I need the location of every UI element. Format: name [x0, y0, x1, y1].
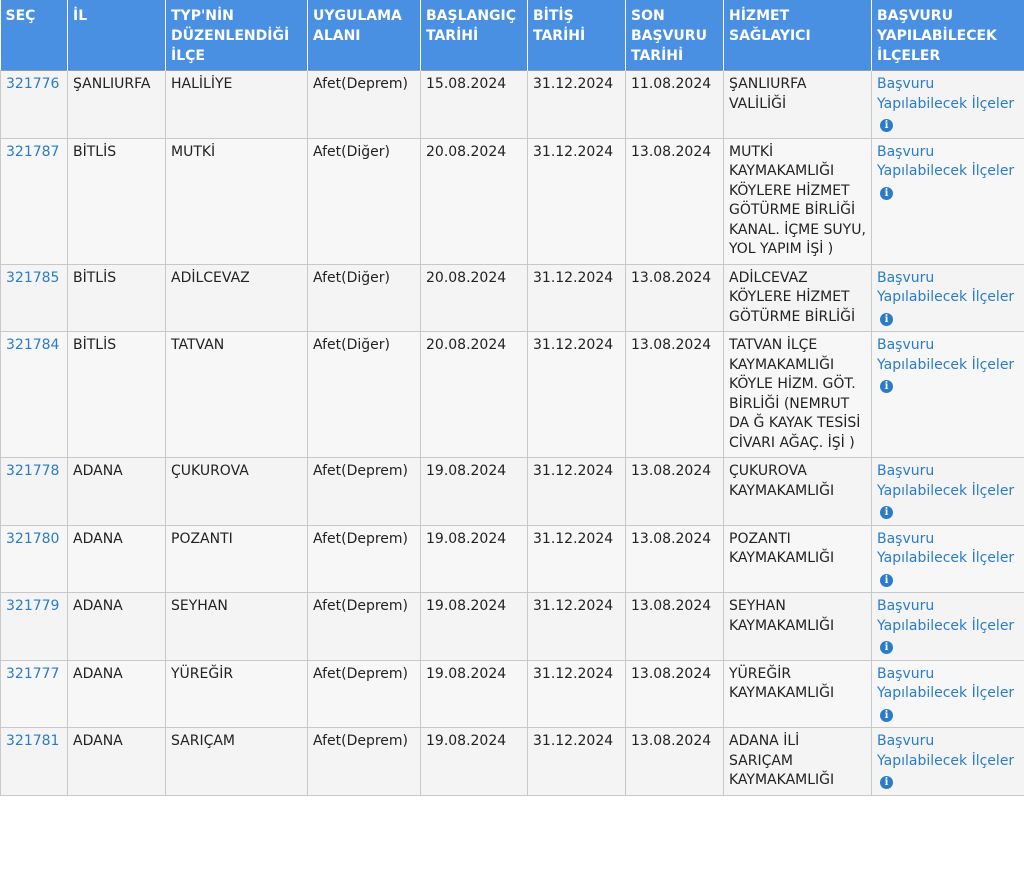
info-circle-icon[interactable]: i [880, 313, 893, 326]
cell-bitis-tarihi: 31.12.2024 [528, 660, 626, 728]
info-circle-icon[interactable]: i [880, 187, 893, 200]
cell-baslangic-tarihi: 19.08.2024 [421, 458, 528, 526]
cell-bitis-tarihi: 31.12.2024 [528, 138, 626, 264]
cell-son-basvuru-tarihi: 13.08.2024 [626, 264, 724, 332]
cell-uygulama-alani: Afet(Deprem) [308, 458, 421, 526]
cell-sec [1, 138, 68, 264]
cell-baslangic-tarihi: 20.08.2024 [421, 138, 528, 264]
cell-hizmet-saglayici: YÜREĞİR KAYMAKAMLIĞI [724, 660, 872, 728]
cell-son-basvuru-tarihi: 13.08.2024 [626, 593, 724, 661]
cell-bitis-tarihi: 31.12.2024 [528, 593, 626, 661]
cell-ilce: HALİLİYE [166, 71, 308, 139]
table-row [1, 593, 1024, 661]
info-circle-icon[interactable]: i [880, 641, 893, 654]
header-hizmet-saglayici: HİZMET SAĞLAYICI [724, 0, 872, 71]
table-row [1, 71, 1024, 139]
cell-bitis-tarihi: 31.12.2024 [528, 264, 626, 332]
cell-basvuru-ilceler [872, 332, 1024, 458]
cell-basvuru-ilceler [872, 138, 1024, 264]
info-circle-icon[interactable]: i [880, 709, 893, 722]
select-program-link[interactable]: 321785 [6, 269, 60, 286]
basvuru-ilceler-label: Başvuru Yapılabilecek İlçeler [877, 76, 1015, 112]
cell-ilce: TATVAN [166, 332, 308, 458]
table-body [1, 71, 1024, 796]
cell-baslangic-tarihi: 20.08.2024 [421, 264, 528, 332]
cell-hizmet-saglayici: POZANTI KAYMAKAMLIĞI [724, 525, 872, 593]
cell-sec [1, 332, 68, 458]
cell-baslangic-tarihi: 19.08.2024 [421, 728, 528, 796]
basvuru-ilceler-label: Başvuru Yapılabilecek İlçeler [877, 530, 1015, 566]
select-program-link[interactable]: 321781 [6, 733, 60, 749]
cell-son-basvuru-tarihi: 11.08.2024 [626, 71, 724, 139]
cell-bitis-tarihi: 31.12.2024 [528, 71, 626, 139]
cell-il: ADANA [68, 458, 166, 526]
cell-basvuru-ilceler [872, 264, 1024, 332]
cell-bitis-tarihi: 31.12.2024 [528, 458, 626, 526]
cell-uygulama-alani: Afet(Deprem) [308, 525, 421, 593]
cell-son-basvuru-tarihi: 13.08.2024 [626, 332, 724, 458]
cell-son-basvuru-tarihi: 13.08.2024 [626, 138, 724, 264]
cell-ilce: YÜREĞİR [166, 660, 308, 728]
basvuru-ilceler-label: Başvuru Yapılabilecek İlçeler [877, 337, 1015, 373]
cell-uygulama-alani: Afet(Deprem) [308, 728, 421, 796]
select-program-link[interactable]: 321787 [6, 143, 60, 160]
cell-sec [1, 264, 68, 332]
cell-il: ADANA [68, 525, 166, 593]
table-row [1, 458, 1024, 526]
cell-baslangic-tarihi: 19.08.2024 [421, 593, 528, 661]
cell-son-basvuru-tarihi: 13.08.2024 [626, 660, 724, 728]
cell-basvuru-ilceler [872, 728, 1024, 796]
select-program-link[interactable]: 321784 [6, 337, 60, 353]
cell-baslangic-tarihi: 20.08.2024 [421, 332, 528, 458]
basvuru-ilceler-label: Başvuru Yapılabilecek İlçeler [877, 665, 1015, 701]
cell-bitis-tarihi: 31.12.2024 [528, 525, 626, 593]
cell-il: BİTLİS [68, 264, 166, 332]
cell-hizmet-saglayici: ADİLCEVAZ KÖYLERE HİZMET GÖTÜRME BİRLİĞİ [724, 264, 872, 332]
info-circle-icon[interactable]: i [880, 776, 893, 789]
cell-ilce: ÇUKUROVA [166, 458, 308, 526]
cell-il: ADANA [68, 593, 166, 661]
table-row [1, 525, 1024, 593]
header-sec: SEÇ [1, 0, 68, 71]
info-circle-icon[interactable]: i [880, 380, 893, 393]
select-program-link[interactable]: 321777 [6, 665, 60, 682]
cell-hizmet-saglayici: ÇUKUROVA KAYMAKAMLIĞI [724, 458, 872, 526]
header-basvuru-ilceler: BAŞVURU YAPILABİLECEK İLÇELER [872, 0, 1024, 71]
cell-uygulama-alani: Afet(Diğer) [308, 138, 421, 264]
cell-uygulama-alani: Afet(Deprem) [308, 71, 421, 139]
select-program-link[interactable]: 321778 [6, 463, 60, 479]
cell-il: ŞANLIURFA [68, 71, 166, 139]
basvuru-ilceler-link[interactable] [877, 666, 1014, 721]
basvuru-ilceler-link[interactable] [877, 733, 1014, 788]
cell-sec [1, 525, 68, 593]
header-bitis-tarihi: BİTİŞ TARİHİ [528, 0, 626, 71]
basvuru-ilceler-link[interactable] [877, 337, 1014, 392]
basvuru-ilceler-link[interactable] [877, 76, 1014, 131]
info-circle-icon[interactable]: i [880, 119, 893, 132]
cell-bitis-tarihi: 31.12.2024 [528, 728, 626, 796]
cell-il: BİTLİS [68, 138, 166, 264]
info-circle-icon[interactable]: i [880, 574, 893, 587]
cell-hizmet-saglayici: ADANA İLİ SARIÇAM KAYMAKAMLIĞI [724, 728, 872, 796]
cell-ilce: MUTKİ [166, 138, 308, 264]
cell-hizmet-saglayici: TATVAN İLÇE KAYMAKAMLIĞI KÖYLE HİZM. GÖT. BİRLİĞİ (NEMRUT DA Ğ KAYAK TESİSİ CİVARI AĞAÇ. İŞİ ) [724, 332, 872, 458]
basvuru-ilceler-label: Başvuru Yapılabilecek İlçeler [877, 269, 1015, 305]
select-program-link[interactable]: 321779 [6, 598, 60, 614]
cell-bitis-tarihi: 31.12.2024 [528, 332, 626, 458]
cell-sec [1, 660, 68, 728]
cell-uygulama-alani: Afet(Diğer) [308, 264, 421, 332]
table-row [1, 728, 1024, 796]
cell-baslangic-tarihi: 19.08.2024 [421, 525, 528, 593]
basvuru-ilceler-link[interactable] [877, 463, 1014, 518]
cell-uygulama-alani: Afet(Diğer) [308, 332, 421, 458]
cell-hizmet-saglayici: ŞANLIURFA VALİLİĞİ [724, 71, 872, 139]
cell-il: ADANA [68, 728, 166, 796]
header-son-basvuru-tarihi: SON BAŞVURU TARİHİ [626, 0, 724, 71]
cell-hizmet-saglayici: MUTKİ KAYMAKAMLIĞI KÖYLERE HİZMET GÖTÜRME BİRLİĞİ KANAL. İÇME SUYU, YOL YAPIM İŞİ ) [724, 138, 872, 264]
cell-son-basvuru-tarihi: 13.08.2024 [626, 728, 724, 796]
header-il: İL [68, 0, 166, 71]
basvuru-ilceler-label: Başvuru Yapılabilecek İlçeler [877, 463, 1015, 499]
cell-sec [1, 728, 68, 796]
cell-basvuru-ilceler [872, 71, 1024, 139]
table-row [1, 138, 1024, 264]
cell-son-basvuru-tarihi: 13.08.2024 [626, 525, 724, 593]
basvuru-ilceler-link[interactable] [877, 144, 1014, 199]
cell-uygulama-alani: Afet(Deprem) [308, 593, 421, 661]
cell-sec [1, 458, 68, 526]
basvuru-ilceler-label: Başvuru Yapılabilecek İlçeler [877, 733, 1015, 769]
basvuru-ilceler-link[interactable] [877, 598, 1014, 653]
basvuru-ilceler-link[interactable] [877, 270, 1014, 325]
header-ilce: TYP'NİN DÜZENLENDİĞİ İLÇE [166, 0, 308, 71]
cell-baslangic-tarihi: 19.08.2024 [421, 660, 528, 728]
cell-baslangic-tarihi: 15.08.2024 [421, 71, 528, 139]
table-row [1, 264, 1024, 332]
info-circle-icon[interactable]: i [880, 506, 893, 519]
header-uygulama-alani: UYGULAMA ALANI [308, 0, 421, 71]
cell-son-basvuru-tarihi: 13.08.2024 [626, 458, 724, 526]
table-row [1, 332, 1024, 458]
cell-ilce: SEYHAN [166, 593, 308, 661]
table-row [1, 660, 1024, 728]
cell-ilce: POZANTI [166, 525, 308, 593]
cell-ilce: ADİLCEVAZ [166, 264, 308, 332]
table-header-row [1, 0, 1024, 71]
cell-il: ADANA [68, 660, 166, 728]
cell-hizmet-saglayici: SEYHAN KAYMAKAMLIĞI [724, 593, 872, 661]
cell-basvuru-ilceler [872, 525, 1024, 593]
cell-sec [1, 593, 68, 661]
basvuru-ilceler-link[interactable] [877, 531, 1014, 586]
cell-basvuru-ilceler [872, 660, 1024, 728]
cell-basvuru-ilceler [872, 458, 1024, 526]
select-program-link[interactable]: 321780 [6, 530, 60, 547]
select-program-link[interactable]: 321776 [6, 76, 60, 92]
cell-sec [1, 71, 68, 139]
cell-ilce: SARIÇAM [166, 728, 308, 796]
basvuru-ilceler-label: Başvuru Yapılabilecek İlçeler [877, 143, 1015, 179]
cell-uygulama-alani: Afet(Deprem) [308, 660, 421, 728]
basvuru-ilceler-label: Başvuru Yapılabilecek İlçeler [877, 598, 1015, 634]
cell-il: BİTLİS [68, 332, 166, 458]
header-baslangic-tarihi: BAŞLANGIÇ TARİHİ [421, 0, 528, 71]
cell-basvuru-ilceler [872, 593, 1024, 661]
